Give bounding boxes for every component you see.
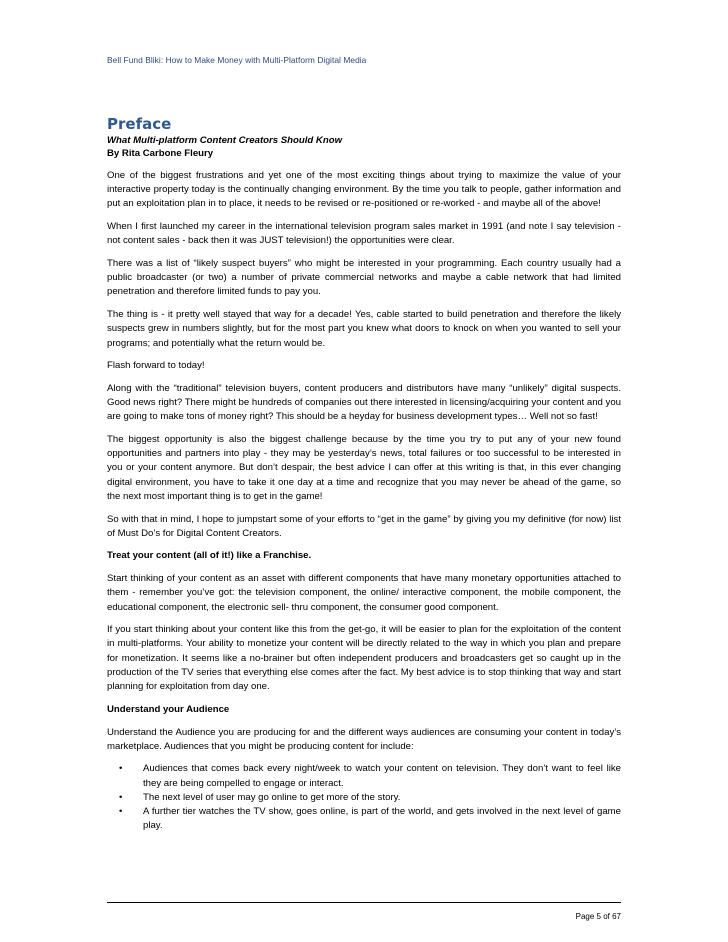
- section-heading-audience: Understand your Audience: [107, 703, 230, 715]
- page-number: Page 5 of 67: [575, 912, 621, 921]
- paragraph: The thing is - it pretty well stayed that way for a decade! Yes, cable started to build penetration and therefore the likely suspects grew in numbers slightly, but for the most part you knew what doors to knock on when you wanted to sell your programs; and potentially what the return would be.: [107, 309, 621, 349]
- list-item: [107, 762, 621, 790]
- document-body: [107, 114, 621, 833]
- paragraph: When I first launched my career in the international television program sales market in 1991 (and note I say television - not content sales - back then it was JUST television!) the opportunities were clear.: [107, 221, 621, 247]
- paragraph: One of the biggest frustrations and yet one of the most exciting things about trying to maximize the value of your interactive property today is the continually changing environment. By the time you talk to people, gather information and put an exploitation plan in to place, it needs to be revised or re-positioned or re-worked - and maybe all of the above!: [107, 170, 621, 210]
- page-title: Preface: [107, 115, 172, 133]
- running-header: Bell Fund Bliki: How to Make Money with Multi-Platform Digital Media: [107, 55, 367, 65]
- section-heading-franchise: Treat your content (all of it!) like a Franchise.: [107, 550, 312, 562]
- paragraph: Understand the Audience you are producing for and the different ways audiences are consuming your content in today’s marketplace. Audiences that you might be producing content for include:: [107, 726, 621, 752]
- footer-divider: [107, 902, 621, 903]
- bullet-icon: •: [119, 763, 123, 775]
- list-item-text: A further tier watches the TV show, goes online, is part of the world, and gets involved in the next level of game play.: [143, 806, 621, 832]
- audience-bullet-list: [107, 762, 621, 833]
- byline: By Rita Carbone Fleury: [107, 148, 214, 159]
- bullet-icon: •: [119, 791, 123, 803]
- paragraph: Along with the “traditional” television buyers, content producers and distributors have many “unlikely” digital suspects. Good news right? There might be hundreds of companies out there interested in licensing/acquiring your content and you are going to make tons of money right? This should be a heyday for business development types… Well not so fast!: [107, 382, 621, 423]
- list-item-text: Audiences that comes back every night/week to watch your content on television. They don’t want to feel like they are being compelled to engage or interact.: [143, 763, 621, 789]
- list-item: [107, 791, 621, 805]
- paragraph: So with that in mind, I hope to jumpstart some of your efforts to “get in the game” by giving you my definitive (for now) list of Must Do’s for Digital Content Creators.: [107, 513, 621, 539]
- list-item: [107, 805, 621, 833]
- paragraph: The biggest opportunity is also the biggest challenge because by the time you try to put any of your new found opportunities and partners into play - they may be yesterday’s news, total failures or too successful to be interested in you or your content anymore. But don’t despair, the best advice I can offer at this writing is that, in this ever changing digital environment, you have to take it one day at a time and recognize that you may never be ahead of the game, so the next most important thing is to get in the game!: [107, 434, 621, 502]
- bullet-icon: •: [119, 806, 123, 818]
- paragraph: Start thinking of your content as an asset with different components that have many monetary opportunities attached to them - remember you’ve got: the television component, the online/ interactive component, the mobile component, the educational component, the electronic sell- thru component, the consumer good component.: [107, 573, 621, 613]
- paragraph: There was a list of “likely suspect buyers” who might be interested in your programming. Each country usually had a public broadcaster (or two) a number of private commercial networks and maybe a cable network that had limited penetration and therefore limited funds to pay you.: [107, 258, 621, 298]
- list-item-text: The next level of user may go online to get more of the story.: [143, 791, 401, 803]
- paragraph: If you start thinking about your content like this from the get-go, it will be easier to plan for the exploitation of the content in multi-platforms. Your ability to monetize your content will be directly related to the way in which you plan and prepare for monetization. It seems like a no-brainer but often independent producers and broadcasters get so caught up in the production of the TV series that everything else comes after the fact. My best advice is to stop thinking that way and start planning for exploitation from day one.: [107, 624, 621, 693]
- paragraph: Flash forward to today!: [107, 360, 205, 372]
- subtitle: What Multi-platform Content Creators Should Know: [107, 135, 343, 146]
